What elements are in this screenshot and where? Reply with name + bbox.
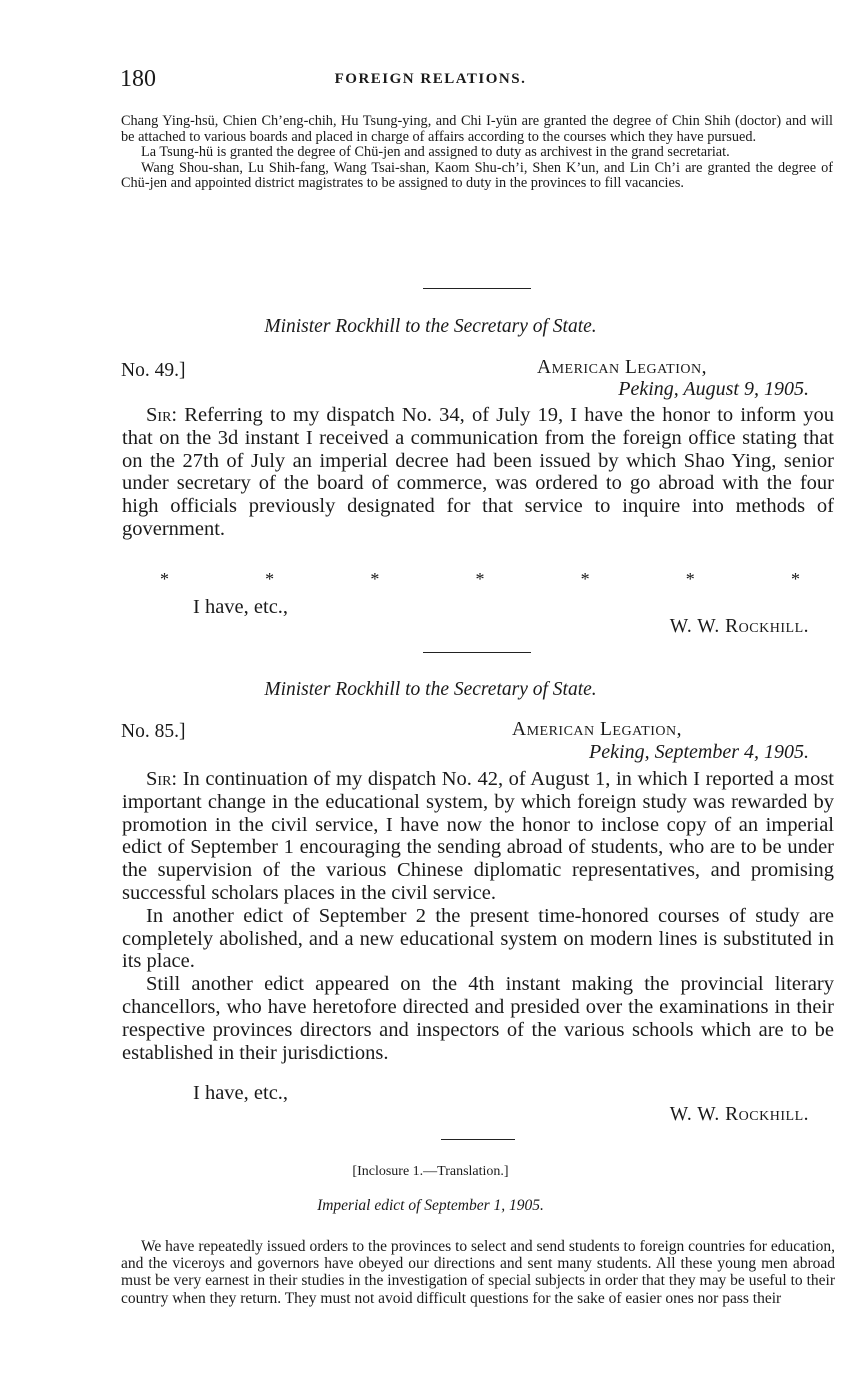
star: *: [685, 569, 695, 589]
section-divider: [423, 288, 531, 289]
star: *: [580, 569, 590, 589]
dispatch-49-closing: I have, etc.,: [193, 596, 289, 618]
intro-paragraph-1: Chang Ying-hsü, Chien Ch’eng-chih, Hu Tsung-ying, and Chi I-yün are granted the degree of Chin Shih (doctor) and will be attached to various boards and placed in charge of affairs according to the courses which they have pursued.: [121, 113, 833, 145]
edict-body: [121, 1238, 835, 1307]
omission-stars: [160, 569, 800, 590]
dispatch-49-legation: American Legation,: [537, 357, 707, 378]
dispatch-49-salutation: Sir:: [146, 404, 178, 426]
dispatch-85-heading: Minister Rockhill to the Secretary of State.: [264, 679, 597, 700]
edict-title: Imperial edict of September 1, 1905.: [317, 1197, 544, 1214]
dispatch-85-paragraph-2: In another edict of September 2 the present time-honored courses of study are completely abolished, and a new educational system on modern lines is substituted in its place.: [122, 904, 834, 973]
dispatch-85-salutation: Sir:: [146, 768, 178, 790]
star: *: [475, 569, 485, 589]
star: *: [370, 569, 380, 589]
dispatch-85-paragraph-3: Still another edict appeared on the 4th instant making the provincial literary chancellors, who have heretofore directed and presided over the examinations in their respective provinces directors and inspectors of the various schools which are to be established in their jurisdictions.: [122, 973, 834, 1064]
dispatch-85-legation: American Legation,: [512, 719, 682, 740]
dispatch-49-body: [122, 404, 834, 541]
intro-paragraph-2: La Tsung-hü is granted the degree of Chü-jen and assigned to duty as archivest in the grand secretariat.: [141, 144, 730, 161]
edict-paragraph: We have repeatedly issued orders to the provinces to select and send students to foreign countries for education, and the viceroys and governors have obeyed our directions and sent many students. All these young men abroad must be very earnest in their studies in the investigation of special subjects in order that they may be useful to their country when they return. They must not avoid difficult questions for the sake of easier ones nor pass their: [121, 1238, 835, 1307]
dispatch-49-text: Referring to my dispatch No. 34, of July 19, I have the honor to inform you that on the 3d instant I received a communication from the foreign office stating that on the 27th of July an imperial decree had been issued by which Shao Ying, senior under secretary of the board of commerce, was ordered to go abroad with the four high officials previously designated for that service to inquire into methods of government.: [122, 404, 835, 540]
inclosure-label: [Inclosure 1.—Translation.]: [352, 1164, 509, 1179]
star: *: [160, 569, 169, 589]
dispatch-49-number: No. 49.]: [121, 360, 186, 381]
page-number: 180: [120, 66, 156, 92]
star: *: [265, 569, 275, 589]
dispatch-85-paragraph-1: In continuation of my dispatch No. 42, of August 1, in which I reported a most important change in the educational system, by which foreign study was rewarded by promotion in the civil service, I have now the honor to inclose copy of an imperial edict of September 1 encouraging the sending abroad of students, who are to be under the supervision of the various Chinese diplomatic representatives, and promising successful scholars places in the civil service.: [122, 768, 834, 904]
intro-paragraph-3: Wang Shou-shan, Lu Shih-fang, Wang Tsai-shan, Kaom Shu-ch’i, Shen K’un, and Lin Ch’i are granted the degree of Chü-jen and appointed district magistrates to be assigned to duty in the provinces to fill vacancies.: [121, 159, 833, 192]
section-divider: [441, 1139, 515, 1140]
dispatch-85-closing: I have, etc.,: [193, 1082, 289, 1104]
dispatch-85-number: No. 85.]: [121, 721, 186, 742]
star: *: [790, 569, 800, 589]
dispatch-49-heading: Minister Rockhill to the Secretary of State.: [264, 316, 597, 337]
section-divider: [423, 652, 531, 653]
dispatch-85-place-date: Peking, September 4, 1905.: [589, 741, 809, 763]
intro-text: [121, 114, 833, 192]
dispatch-85-body: [122, 768, 834, 1064]
dispatch-85-signature: W. W. Rockhill.: [669, 1104, 809, 1125]
running-title: FOREIGN RELATIONS.: [334, 71, 527, 87]
dispatch-49-place-date: Peking, August 9, 1905.: [618, 378, 809, 400]
dispatch-49-signature: W. W. Rockhill.: [669, 616, 809, 637]
